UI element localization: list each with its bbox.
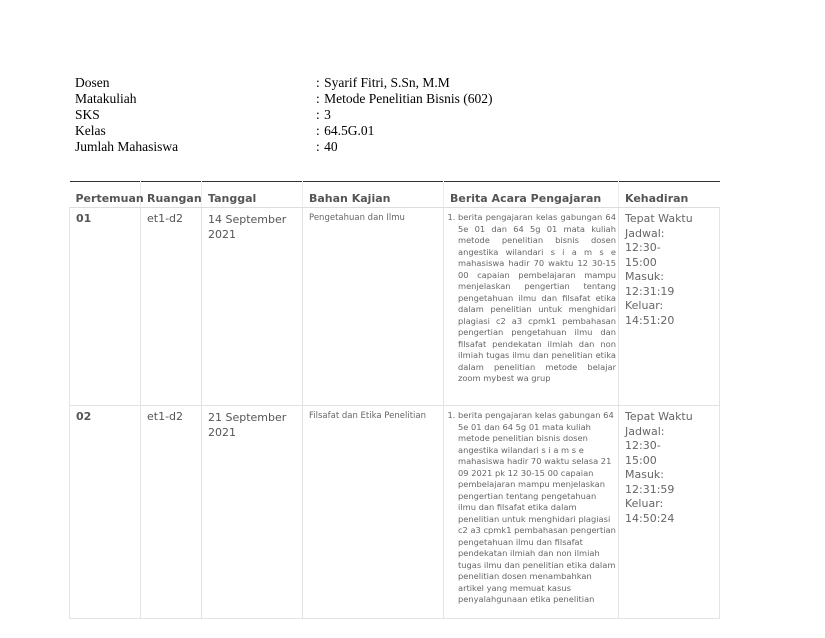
info-value: Metode Penelitian Bisnis (602) [324,91,493,106]
keluar-label: Keluar: [625,497,664,510]
header-berita-acara: Berita Acara Pengajaran [444,182,619,208]
table-row [70,406,720,619]
info-row-sks: SKS : 3 [75,107,331,122]
info-row-dosen: Dosen : Syarif Fitri, S.Sn, M.M [75,75,450,90]
masuk-label: Masuk: [625,468,665,481]
header-bahan-kajian: Bahan Kajian [303,182,444,208]
keluar-label: Keluar: [625,299,664,312]
cell-pertemuan: 02 [70,406,141,619]
jadwal-label: Jadwal: [625,424,665,438]
info-row-jumlah-mahasiswa: Jumlah Mahasiswa : 40 [75,139,338,154]
attendance-table [69,181,720,619]
cell-bahan-kajian: Pengetahuan dan Ilmu [303,208,444,406]
header-ruangan: Ruangan [141,182,202,208]
info-value: Syarif Fitri, S.Sn, M.M [324,75,450,90]
info-value: 40 [324,139,338,154]
jadwal-value: 12:30-15:00 [625,241,661,269]
jadwal-label: Jadwal: [625,226,665,240]
info-row-matakuliah: Matakuliah : Metode Penelitian Bisnis (602) [75,91,493,106]
cell-bahan-kajian: Filsafat dan Etika Penelitian [303,406,444,619]
cell-ruangan: et1-d2 [141,406,202,619]
status-text: Tepat Waktu [625,212,693,225]
table-header-row [70,182,720,208]
info-label: Dosen [75,75,110,90]
cell-tanggal: 14 September 2021 [202,208,303,406]
keluar-value: 14:50:24 [625,511,675,525]
info-label: Matakuliah [75,91,137,106]
cell-berita-acara [444,406,619,619]
cell-berita-acara [444,208,619,406]
berita-item: 1. berita pengajaran kelas gabungan 64 5e 01 dan 64 5g 01 mata kuliah metode penelitian bisnis dosen angestika wilandari s i a m s e mahasiswa hadir 70 waktu selasa 21 09 2021 pk 12 30-15 00 capaian pembelajaran mampu menjelaskan pengertian tentang pengetahuan ilmu dan filsafat etika dalam penelitian untuk menghidari plagiasi c2 a3 cpmk1 pembahasan pengertian pengetahuan ilmu dan filsafat pendekatan ilmiah dan non ilmiah tugas ilmu dan penelitian etika dalam penelitian dosen menambahkan artikel yang memuat kasus penyalahgunaan etika penelitian [458,410,616,606]
cell-kehadiran [619,406,720,619]
info-value: 64.5G.01 [324,123,375,138]
keluar-value: 14:51:20 [625,313,675,327]
cell-pertemuan: 01 [70,208,141,406]
header-tanggal: Tanggal [202,182,303,208]
info-row-kelas: Kelas : 64.5G.01 [75,123,375,138]
cell-kehadiran [619,208,720,406]
cell-tanggal: 21 September 2021 [202,406,303,619]
cell-ruangan: et1-d2 [141,208,202,406]
header-kehadiran: Kehadiran [619,182,720,208]
info-label: Jumlah Mahasiswa [75,139,179,154]
info-label: SKS [75,107,100,122]
masuk-label: Masuk: [625,270,665,283]
masuk-value: 12:31:59 [625,482,675,496]
berita-item: 1. berita pengajaran kelas gabungan 64 5e 01 dan 64 5g 01 mata kuliah metode penelitian bisnis dosen angestika wilandari s i a m s e mahasiswa hadir 70 waktu 12 30-15 00 capaian pembelajaran mampu menjelaskan pengertian tentang pengetahuan ilmu dan filsafat etika dalam penelitian untuk menghidari plagiasi c2 a3 cpmk1 pembahasan pengertian pengetahuan ilmu dan filsafat pendekatan ilmiah dan non ilmiah tugas ilmu dan penelitian etika dalam penelitian metode belajar zoom mybest wa grup [458,212,616,385]
status-text: Tepat Waktu [625,410,693,423]
table-row [70,208,720,406]
header-pertemuan: Pertemuan [70,182,141,208]
jadwal-value: 12:30-15:00 [625,439,661,467]
masuk-value: 12:31:19 [625,284,675,298]
course-info [75,75,493,155]
info-value: 3 [324,107,331,122]
info-label: Kelas [75,123,106,138]
